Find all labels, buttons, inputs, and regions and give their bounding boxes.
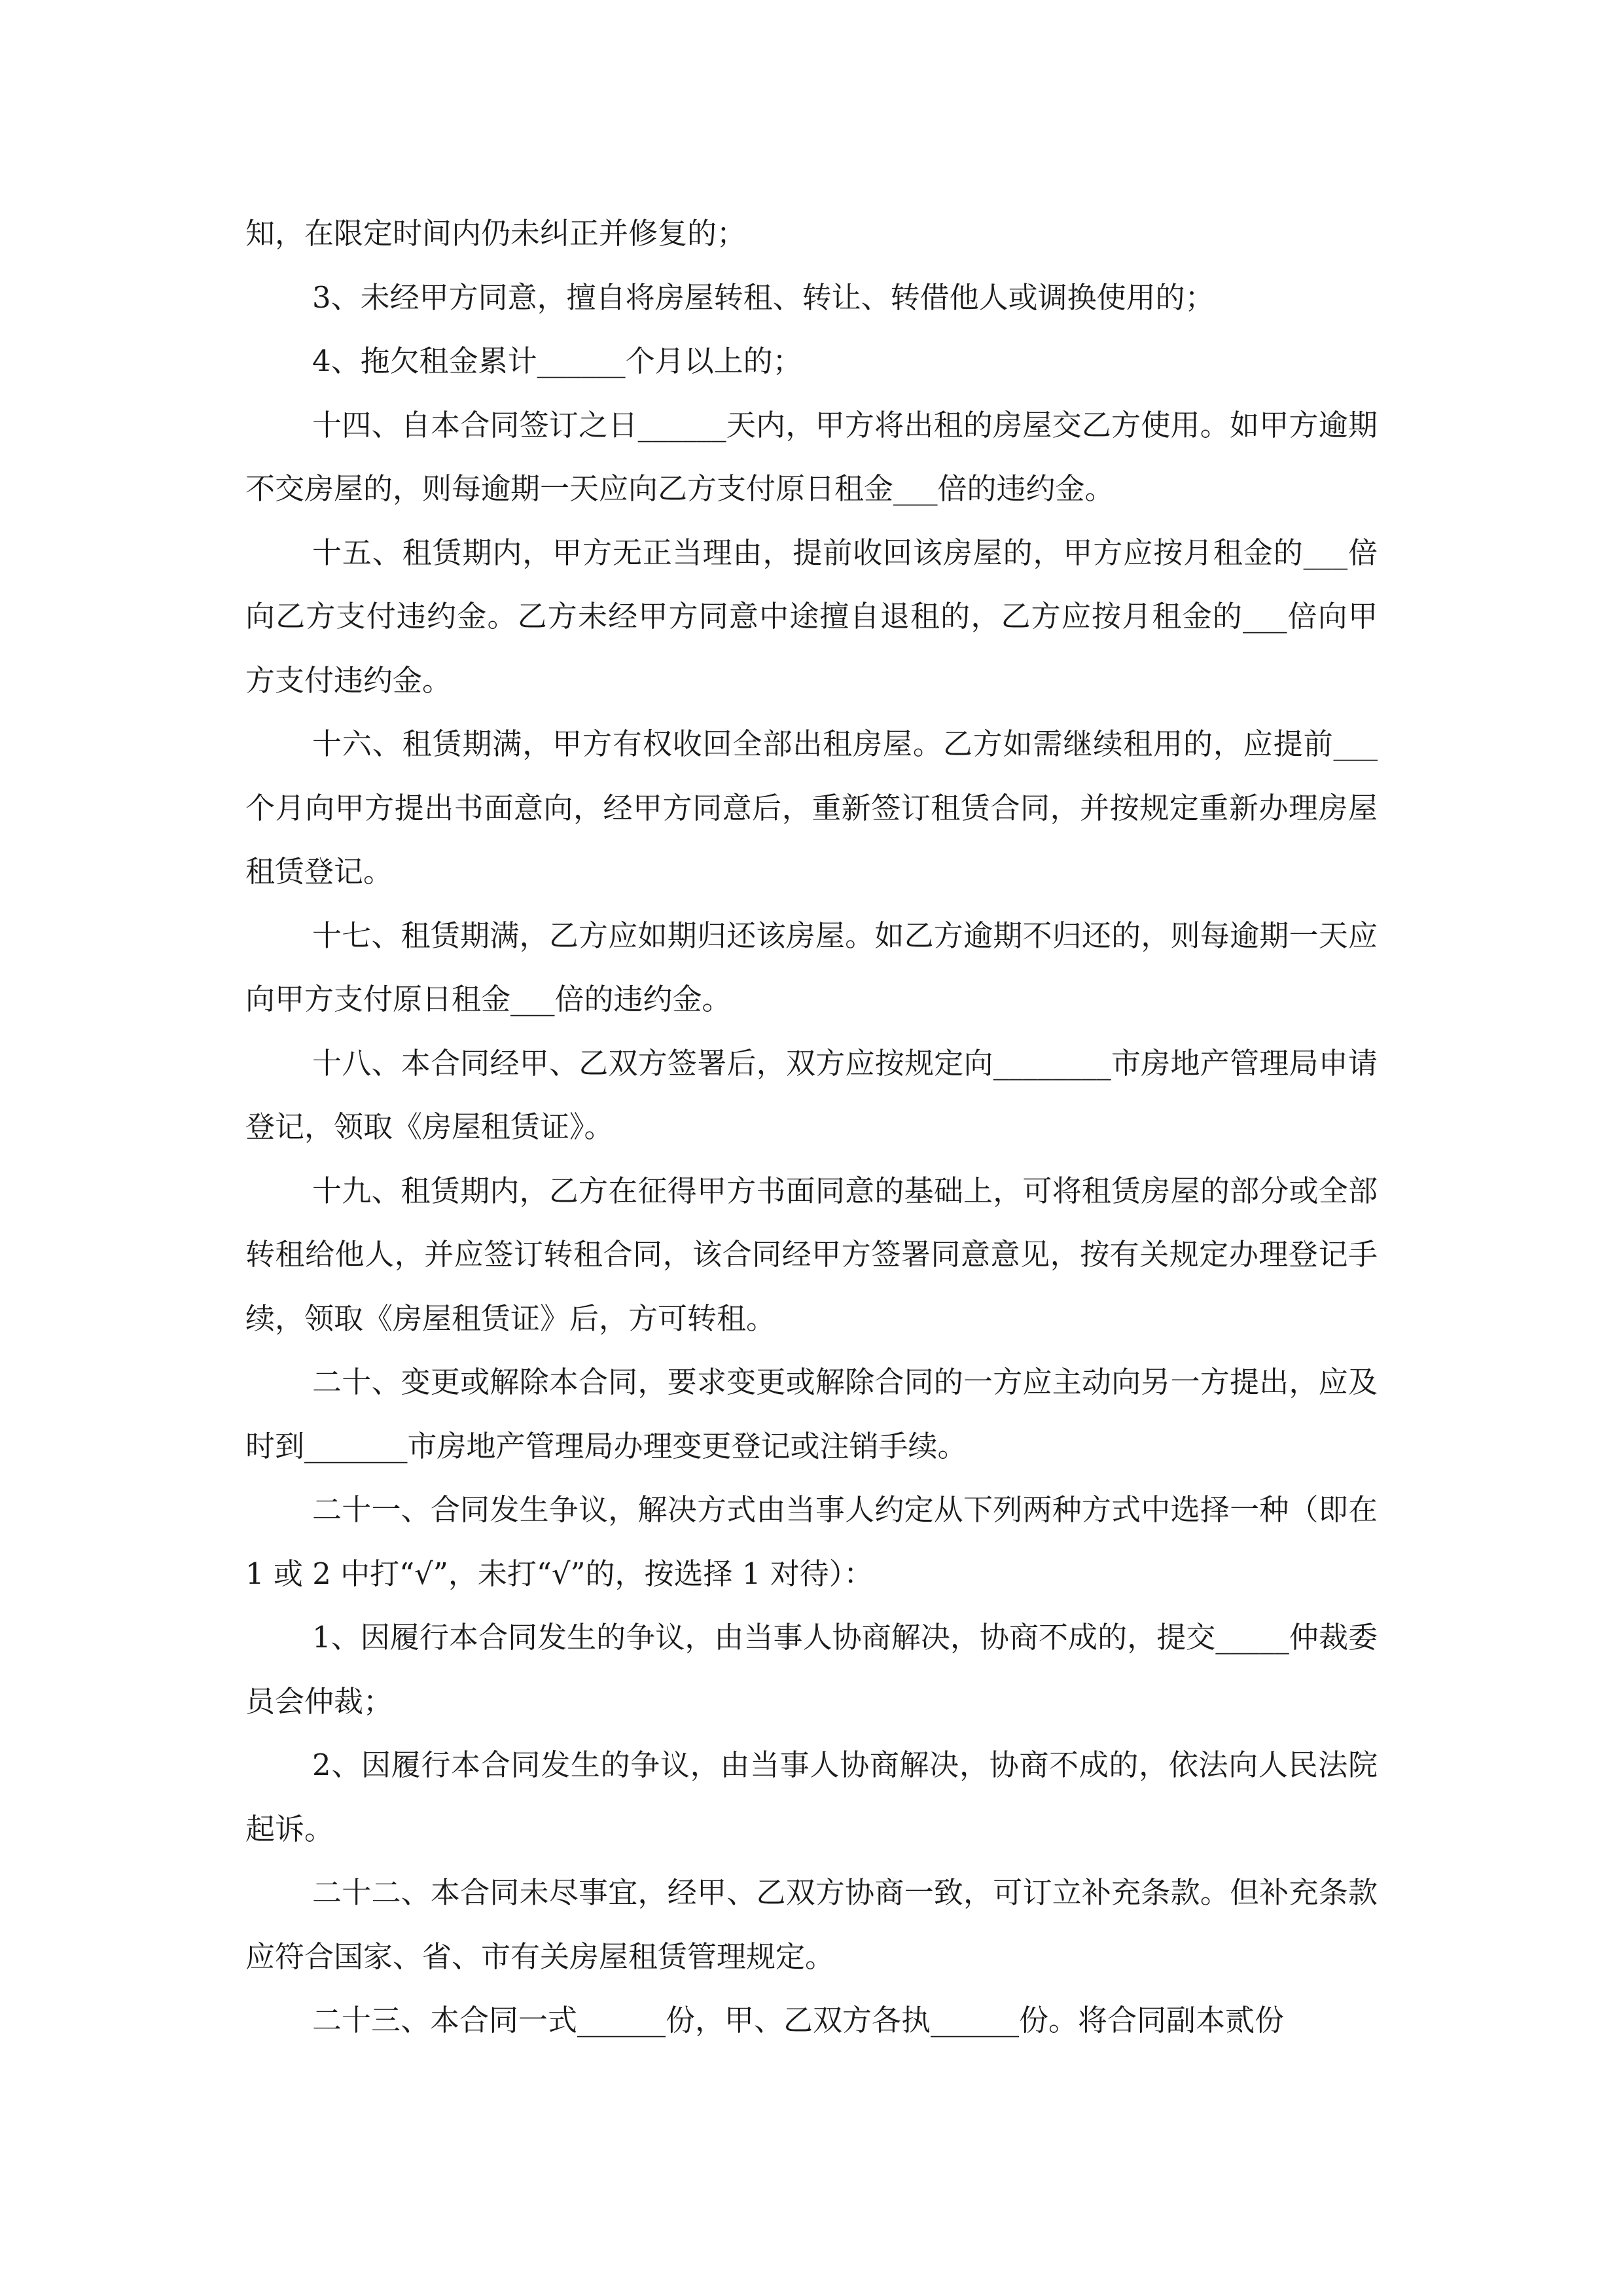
paragraph-clause-23: 二十三、本合同一式______份，甲、乙双方各执______份。将合同副本贰份 bbox=[312, 2003, 1285, 2037]
paragraph-clause-21-option-1: 1、因履行本合同发生的争议，由当事人协商解决，协商不成的，提交_____仲裁委员会仲裁； bbox=[245, 1620, 1378, 1719]
paragraph-clause-21-option-2: 2、因履行本合同发生的争议，由当事人协商解决，协商不成的，依法向人民法院起诉。 bbox=[245, 1748, 1378, 1846]
paragraph-item-3: 3、未经甲方同意，擅自将房屋转租、转让、转借他人或调换使用的； bbox=[312, 279, 1215, 315]
paragraph-clause-18: 十八、本合同经甲、乙双方签署后，双方应按规定向________市房地产管理局申请登记，领取《房屋租赁证》。 bbox=[245, 1045, 1378, 1144]
paragraph-item-4: 4、拖欠租金累计______个月以上的； bbox=[312, 344, 802, 378]
paragraph-clause-17: 十七、租赁期满，乙方应如期归还该房屋。如乙方逾期不归还的，则每逾期一天应向甲方支付原日租金___倍的违约金。 bbox=[245, 918, 1378, 1016]
paragraph-clause-14: 十四、自本合同签订之日______天内，甲方将出租的房屋交乙方使用。如甲方逾期不交房屋的，则每逾期一天应向乙方支付原日租金___倍的违约金。 bbox=[245, 407, 1378, 506]
paragraph-clause-20: 二十、变更或解除本合同，要求变更或解除合同的一方应主动向另一方提出，应及时到_______市房地产管理局办理变更登记或注销手续。 bbox=[245, 1365, 1378, 1463]
paragraph-clause-19: 十九、租赁期内，乙方在征得甲方书面同意的基础上，可将租赁房屋的部分或全部转租给他人，并应签订转租合同，该合同经甲方签署同意意见，按有关规定办理登记手续，领取《房屋租赁证》后，方可转租。 bbox=[245, 1173, 1378, 1336]
paragraph-clause-15: 十五、租赁期内，甲方无正当理由，提前收回该房屋的，甲方应按月租金的___倍向乙方支付违约金。乙方未经甲方同意中途擅自退租的，乙方应按月租金的___倍向甲方支付违约金。 bbox=[245, 535, 1378, 698]
paragraph-clause-22: 二十二、本合同未尽事宜，经甲、乙双方协商一致，可订立补充条款。但补充条款应符合国家、省、市有关房屋租赁管理规定。 bbox=[245, 1875, 1378, 1974]
paragraph-continuation: 知，在限定时间内仍未纠正并修复的； bbox=[245, 216, 747, 251]
paragraph-clause-21: 二十一、合同发生争议，解决方式由当事人约定从下列两种方式中选择一种（即在 1 或 2 中打“√”，未打“√”的，按选择 1 对待）： bbox=[245, 1492, 1378, 1591]
paragraph-clause-16: 十六、租赁期满，甲方有权收回全部出租房屋。乙方如需继续租用的，应提前___个月向甲方提出书面意向，经甲方同意后，重新签订租赁合同，并按规定重新办理房屋租赁登记。 bbox=[245, 726, 1378, 889]
document-body bbox=[245, 202, 1378, 2053]
